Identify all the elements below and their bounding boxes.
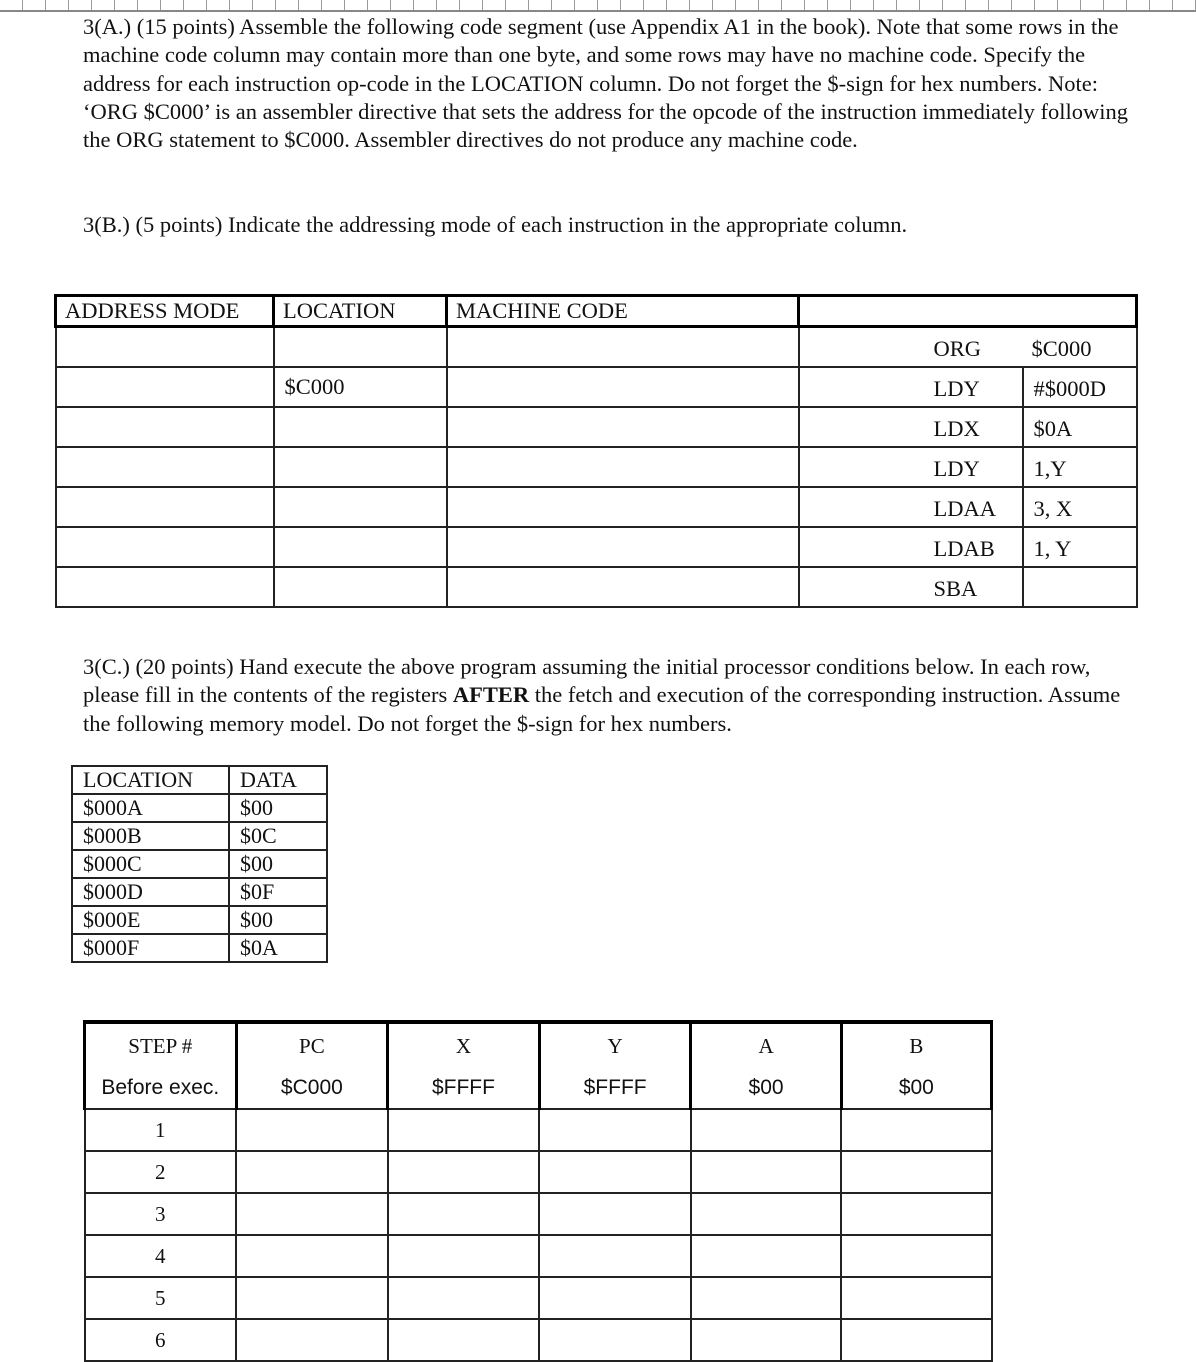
q3c-text-1: 3(C.) (20 points) Hand execute the above program assuming the initial processor conditions below. In each row, please fill in the contents of the registers: [83, 654, 1091, 708]
initial-value: $FFFF: [539, 1068, 691, 1109]
register-cell[interactable]: [388, 1109, 540, 1151]
address-mode-cell[interactable]: [56, 487, 274, 527]
code-table: [54, 294, 1138, 608]
location-cell[interactable]: [274, 407, 447, 447]
memory-row: [72, 794, 327, 822]
instruction-cell: [799, 367, 1137, 407]
code-row: [56, 527, 1137, 567]
location-cell[interactable]: [274, 567, 447, 607]
question-3a: 3(A.) (15 points) Assemble the following code segment (use Appendix A1 in the book). Note that some rows in the machine code column may contain more than one byte, and some rows may have no machine code. Specify the address for each instruction op-code in the LOCATION column. Do not forget the $-sign for hex numbers. Note: ‘ORG $C000’ is an assembler directive that sets the address for the opcode of the instruction immediately following the ORG statement to $C000. Assembler directives do not produce any machine code.: [83, 14, 1128, 153]
machine-code-cell[interactable]: [447, 567, 799, 607]
operand: 1, Y: [1022, 528, 1138, 566]
initial-value: $FFFF: [388, 1068, 540, 1109]
initial-value: Before exec.: [85, 1068, 237, 1109]
code-row: [56, 567, 1137, 607]
machine-code-cell[interactable]: [447, 447, 799, 487]
register-cell[interactable]: [236, 1193, 388, 1235]
operand: 3, X: [1022, 488, 1138, 526]
step-row: [85, 1151, 992, 1193]
memory-data: $0F: [229, 878, 327, 906]
instruction-cell: [799, 567, 1137, 607]
step-number: 1: [85, 1109, 237, 1151]
address-mode-cell[interactable]: [56, 327, 274, 368]
machine-code-cell[interactable]: [447, 367, 799, 407]
code-row: [56, 487, 1137, 527]
address-mode-cell[interactable]: [56, 407, 274, 447]
register-cell[interactable]: [691, 1277, 841, 1319]
step-number: 3: [85, 1193, 237, 1235]
register-cell[interactable]: [236, 1319, 388, 1361]
step-number: 2: [85, 1151, 237, 1193]
memory-location: $000F: [72, 934, 229, 962]
register-cell[interactable]: [691, 1109, 841, 1151]
step-row: [85, 1277, 992, 1319]
opcode: LDX: [933, 416, 980, 441]
register-cell[interactable]: [539, 1319, 691, 1361]
step-header-cell: X: [388, 1022, 540, 1068]
memory-data: $00: [229, 794, 327, 822]
code-row: [56, 447, 1137, 487]
register-cell[interactable]: [841, 1235, 991, 1277]
step-header-cell: B: [841, 1022, 991, 1068]
memory-location: $000B: [72, 822, 229, 850]
operand: $C000: [1031, 336, 1092, 361]
register-cell[interactable]: [388, 1319, 540, 1361]
code-row: [56, 367, 1137, 407]
document-ruler[interactable]: [0, 0, 1196, 12]
memory-table: [71, 765, 328, 963]
step-table: [83, 1020, 993, 1362]
machine-code-cell[interactable]: [447, 527, 799, 567]
memory-row: [72, 878, 327, 906]
memory-data: $0A: [229, 934, 327, 962]
question-3b: 3(B.) (5 points) Indicate the addressing mode of each instruction in the appropriate column.: [83, 212, 908, 237]
location-cell[interactable]: [274, 527, 447, 567]
operand: $0A: [1022, 408, 1138, 446]
register-cell[interactable]: [841, 1151, 991, 1193]
register-cell[interactable]: [841, 1277, 991, 1319]
step-header-cell: A: [691, 1022, 841, 1068]
address-mode-cell[interactable]: [56, 447, 274, 487]
memory-row: [72, 822, 327, 850]
step-number: 4: [85, 1235, 237, 1277]
register-cell[interactable]: [841, 1109, 991, 1151]
step-number: 5: [85, 1277, 237, 1319]
register-cell[interactable]: [841, 1319, 991, 1361]
location-cell[interactable]: [274, 367, 447, 407]
register-cell[interactable]: [388, 1151, 540, 1193]
register-cell[interactable]: [236, 1235, 388, 1277]
initial-value: $00: [691, 1068, 841, 1109]
header-address-mode: ADDRESS MODE: [56, 296, 274, 327]
memory-location: $000A: [72, 794, 229, 822]
step-header: [85, 1022, 992, 1068]
operand: 1,Y: [1022, 448, 1138, 486]
register-cell[interactable]: [236, 1277, 388, 1319]
step-row: [85, 1319, 992, 1361]
mem-header-data: DATA: [229, 766, 327, 794]
q3c-text-2: the fetch and execution of the corresponding instruction. Assume the following memory model. Do not forget the $-sign for hex numbers.: [83, 682, 1121, 736]
operand: [1022, 568, 1138, 606]
register-cell[interactable]: [691, 1151, 841, 1193]
memory-data: $0C: [229, 822, 327, 850]
register-cell[interactable]: [539, 1193, 691, 1235]
initial-value: $C000: [236, 1068, 388, 1109]
instruction-cell: [799, 447, 1137, 487]
register-cell[interactable]: [539, 1277, 691, 1319]
code-row: [56, 407, 1137, 447]
instruction-cell: [799, 407, 1137, 447]
instruction-cell: [799, 327, 1137, 368]
memory-row: [72, 934, 327, 962]
register-cell[interactable]: [691, 1319, 841, 1361]
opcode: LDAB: [933, 536, 995, 561]
address-mode-cell[interactable]: [56, 567, 274, 607]
opcode: LDY: [933, 376, 980, 401]
q3c-bold: AFTER: [452, 682, 530, 708]
initial-value: $00: [841, 1068, 991, 1109]
step-header-cell: Y: [539, 1022, 691, 1068]
step-row: [85, 1109, 992, 1151]
register-cell[interactable]: [388, 1235, 540, 1277]
opcode: LDY: [933, 456, 980, 481]
header-machine-code: MACHINE CODE: [447, 296, 799, 327]
register-cell[interactable]: [841, 1193, 991, 1235]
opcode: ORG: [933, 336, 982, 361]
memory-row: [72, 906, 327, 934]
memory-data: $00: [229, 906, 327, 934]
step-header-cell: PC: [236, 1022, 388, 1068]
memory-data: $00: [229, 850, 327, 878]
mem-header-location: LOCATION: [72, 766, 229, 794]
register-cell[interactable]: [539, 1109, 691, 1151]
step-row: [85, 1235, 992, 1277]
register-cell[interactable]: [539, 1235, 691, 1277]
step-initial-row: [85, 1068, 992, 1109]
address-mode-cell[interactable]: [56, 367, 274, 407]
machine-code-cell[interactable]: [447, 407, 799, 447]
instruction-cell: [799, 487, 1137, 527]
location-cell[interactable]: [274, 487, 447, 527]
register-cell[interactable]: [388, 1193, 540, 1235]
header-instruction: [799, 296, 1137, 327]
opcode: SBA: [933, 576, 978, 601]
register-cell[interactable]: [236, 1151, 388, 1193]
step-row: [85, 1193, 992, 1235]
register-cell[interactable]: [691, 1193, 841, 1235]
memory-location: $000D: [72, 878, 229, 906]
step-header-cell: STEP #: [85, 1022, 237, 1068]
step-number: 6: [85, 1319, 237, 1361]
code-table-header: [56, 296, 1137, 327]
instruction-cell: [799, 527, 1137, 567]
machine-code-cell[interactable]: [447, 487, 799, 527]
address-mode-cell[interactable]: [56, 527, 274, 567]
question-3c: [83, 653, 1143, 738]
location-cell[interactable]: [274, 327, 447, 368]
register-cell[interactable]: [691, 1235, 841, 1277]
register-cell[interactable]: [388, 1277, 540, 1319]
operand: #$000D: [1022, 368, 1138, 406]
register-cell[interactable]: [236, 1109, 388, 1151]
header-location: LOCATION: [274, 296, 447, 327]
opcode: LDAA: [933, 496, 996, 521]
location-value: $C000: [284, 374, 345, 399]
memory-location: $000E: [72, 906, 229, 934]
register-cell[interactable]: [539, 1151, 691, 1193]
location-cell[interactable]: [274, 447, 447, 487]
machine-code-cell[interactable]: [447, 327, 799, 368]
memory-location: $000C: [72, 850, 229, 878]
code-row: [56, 327, 1137, 368]
memory-row: [72, 850, 327, 878]
